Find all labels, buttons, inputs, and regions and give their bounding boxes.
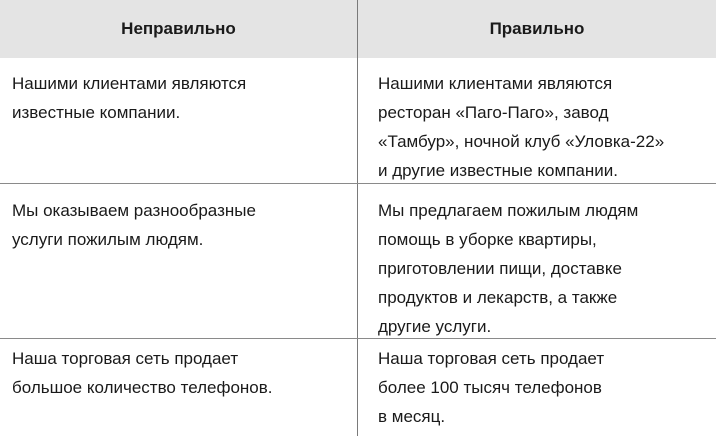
row-3-right: Наша торговая сеть продает более 100 тысяч телефонов в месяц. [378, 349, 605, 426]
row-separator-1 [0, 183, 716, 184]
column-divider [357, 0, 358, 436]
row-1-right: Нашими клиентами являются ресторан «Паго-Паго», завод «Тамбур», ночной клуб «Уловка-22» и другие известные компании. [378, 74, 665, 180]
row-2-right: Мы предлагаем пожилым людям помощь в уборке квартиры, приготовлении пищи, доставке продуктов и лекарств, а также другие услуги. [378, 201, 639, 336]
row-separator-2 [0, 338, 716, 339]
row-1-wrong: Нашими клиентами являются известные компании. [12, 74, 247, 122]
header-wrong: Неправильно [121, 19, 236, 38]
row-3-wrong: Наша торговая сеть продает большое количество телефонов. [12, 349, 273, 397]
table-header [0, 0, 716, 58]
header-right: Правильно [489, 19, 585, 38]
row-2-wrong: Мы оказываем разнообразные услуги пожилым людям. [12, 201, 256, 249]
